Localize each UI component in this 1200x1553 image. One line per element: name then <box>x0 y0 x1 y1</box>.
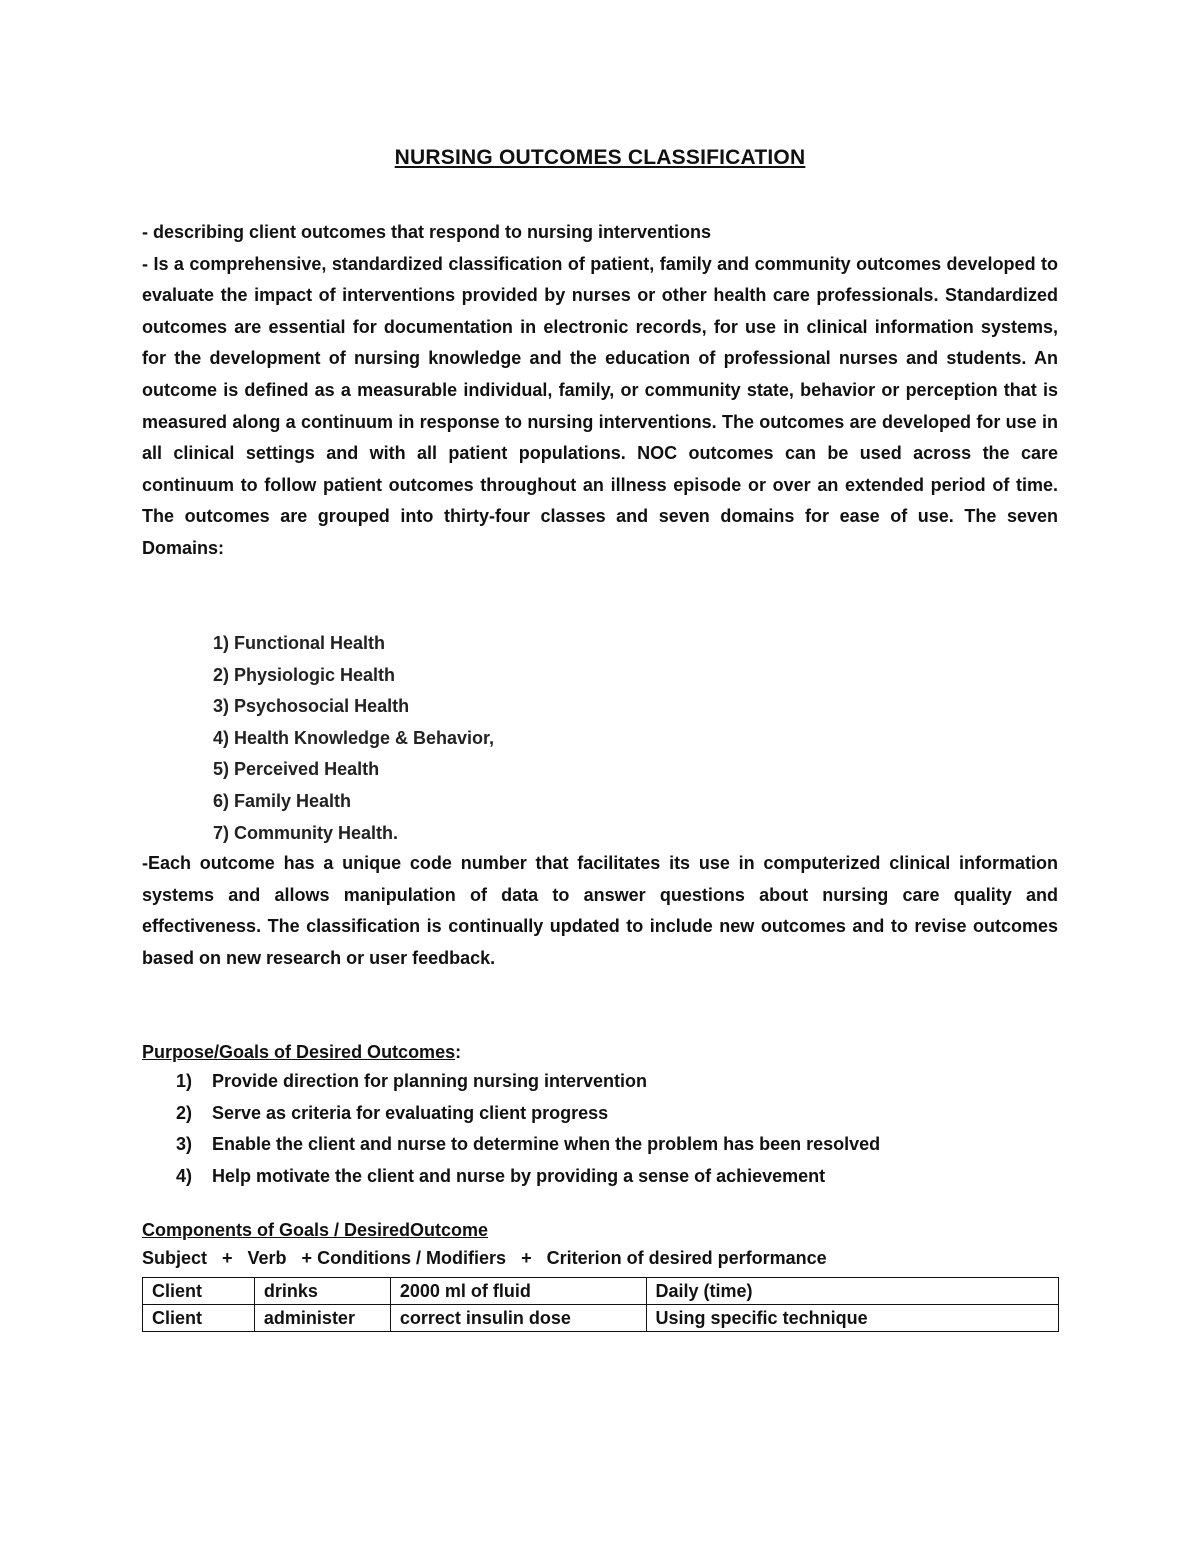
goals-table <box>142 1277 1059 1332</box>
table-cell-condition: 2000 ml of fluid <box>390 1278 646 1305</box>
purpose-item <box>176 1161 880 1193</box>
domain-item: 2) Physiologic Health <box>213 664 396 685</box>
purpose-item-number: 4) <box>176 1165 193 1186</box>
domains-list <box>213 628 494 849</box>
purpose-item-text: Provide direction for planning nursing intervention <box>212 1071 648 1091</box>
components-formula: Subject + Verb + Conditions / Modifiers + Criterion of desired performance <box>142 1248 827 1268</box>
domain-item: 3) Psychosocial Health <box>213 696 410 717</box>
intro-paragraph: - Is a comprehensive, standardized classification of patient, family and community outcomes developed to evaluate the impact of interventions provided by nurses or other health care professionals. Standardized outcomes are essential for documentation in electronic records, for use in clinical information systems, for the development of nursing knowledge and the education of professional nurses and students. An outcome is defined as a measurable individual, family, or community state, behavior or perception that is measured along a continuum in response to nursing interventions. The outcomes are developed for use in all clinical settings and with all patient populations. NOC outcomes can be used across the care continuum to follow patient outcomes throughout an illness episode or over an extended period of time. The outcomes are grouped into thirty-four classes and seven domains for ease of use. The seven Domains: <box>142 253 1058 558</box>
outcome-code-paragraph: -Each outcome has a unique code number that facilitates its use in computerized clinical information systems and allows manipulation of data to answer questions about nursing care quality and effectiveness. The classification is continually updated to include new outcomes and to revise outcomes based on new research or user feedback. <box>142 853 1058 968</box>
purpose-heading-text: Purpose/Goals of Desired Outcomes <box>142 1042 456 1062</box>
purpose-item-number: 2) <box>176 1102 193 1123</box>
purpose-item-number: 3) <box>176 1134 193 1154</box>
domain-item: 5) Perceived Health <box>213 759 380 780</box>
purpose-item <box>176 1129 880 1161</box>
table-cell-verb: drinks <box>254 1278 390 1305</box>
table-cell-criterion: Daily (time) <box>646 1278 1058 1305</box>
domain-item: 6) Family Health <box>213 790 352 811</box>
purpose-item-text: Serve as criteria for evaluating client progress <box>212 1102 609 1123</box>
intro-section <box>142 217 1058 565</box>
purpose-heading <box>142 1042 461 1063</box>
table-cell-condition: correct insulin dose <box>390 1305 646 1332</box>
table-row <box>143 1278 1059 1305</box>
purpose-item-text: Enable the client and nurse to determine when the problem has been resolved <box>212 1134 881 1154</box>
intro-line: - describing client outcomes that respond to nursing interventions <box>142 222 712 242</box>
domain-item: 1) Functional Health <box>213 633 386 653</box>
outcome-code-section <box>142 848 1058 974</box>
domain-item: 4) Health Knowledge & Behavior, <box>213 727 495 748</box>
purpose-item-text: Help motivate the client and nurse by providing a sense of achievement <box>212 1165 826 1186</box>
purpose-item <box>176 1098 880 1130</box>
table-cell-subject: Client <box>143 1305 255 1332</box>
domain-item: 7) Community Health. <box>213 822 399 843</box>
table-cell-verb: administer <box>254 1305 390 1332</box>
table-cell-criterion: Using specific technique <box>646 1305 1058 1332</box>
purpose-heading-colon: : <box>455 1042 462 1062</box>
table-row <box>143 1305 1059 1332</box>
purpose-item <box>176 1066 880 1098</box>
purpose-item-number: 1) <box>176 1071 193 1091</box>
table-cell-subject: Client <box>143 1278 255 1305</box>
components-heading <box>142 1220 488 1241</box>
components-heading-text: Components of Goals / DesiredOutcome <box>142 1220 489 1240</box>
page-title: NURSING OUTCOMES CLASSIFICATION <box>394 146 806 169</box>
purpose-list <box>176 1066 880 1192</box>
